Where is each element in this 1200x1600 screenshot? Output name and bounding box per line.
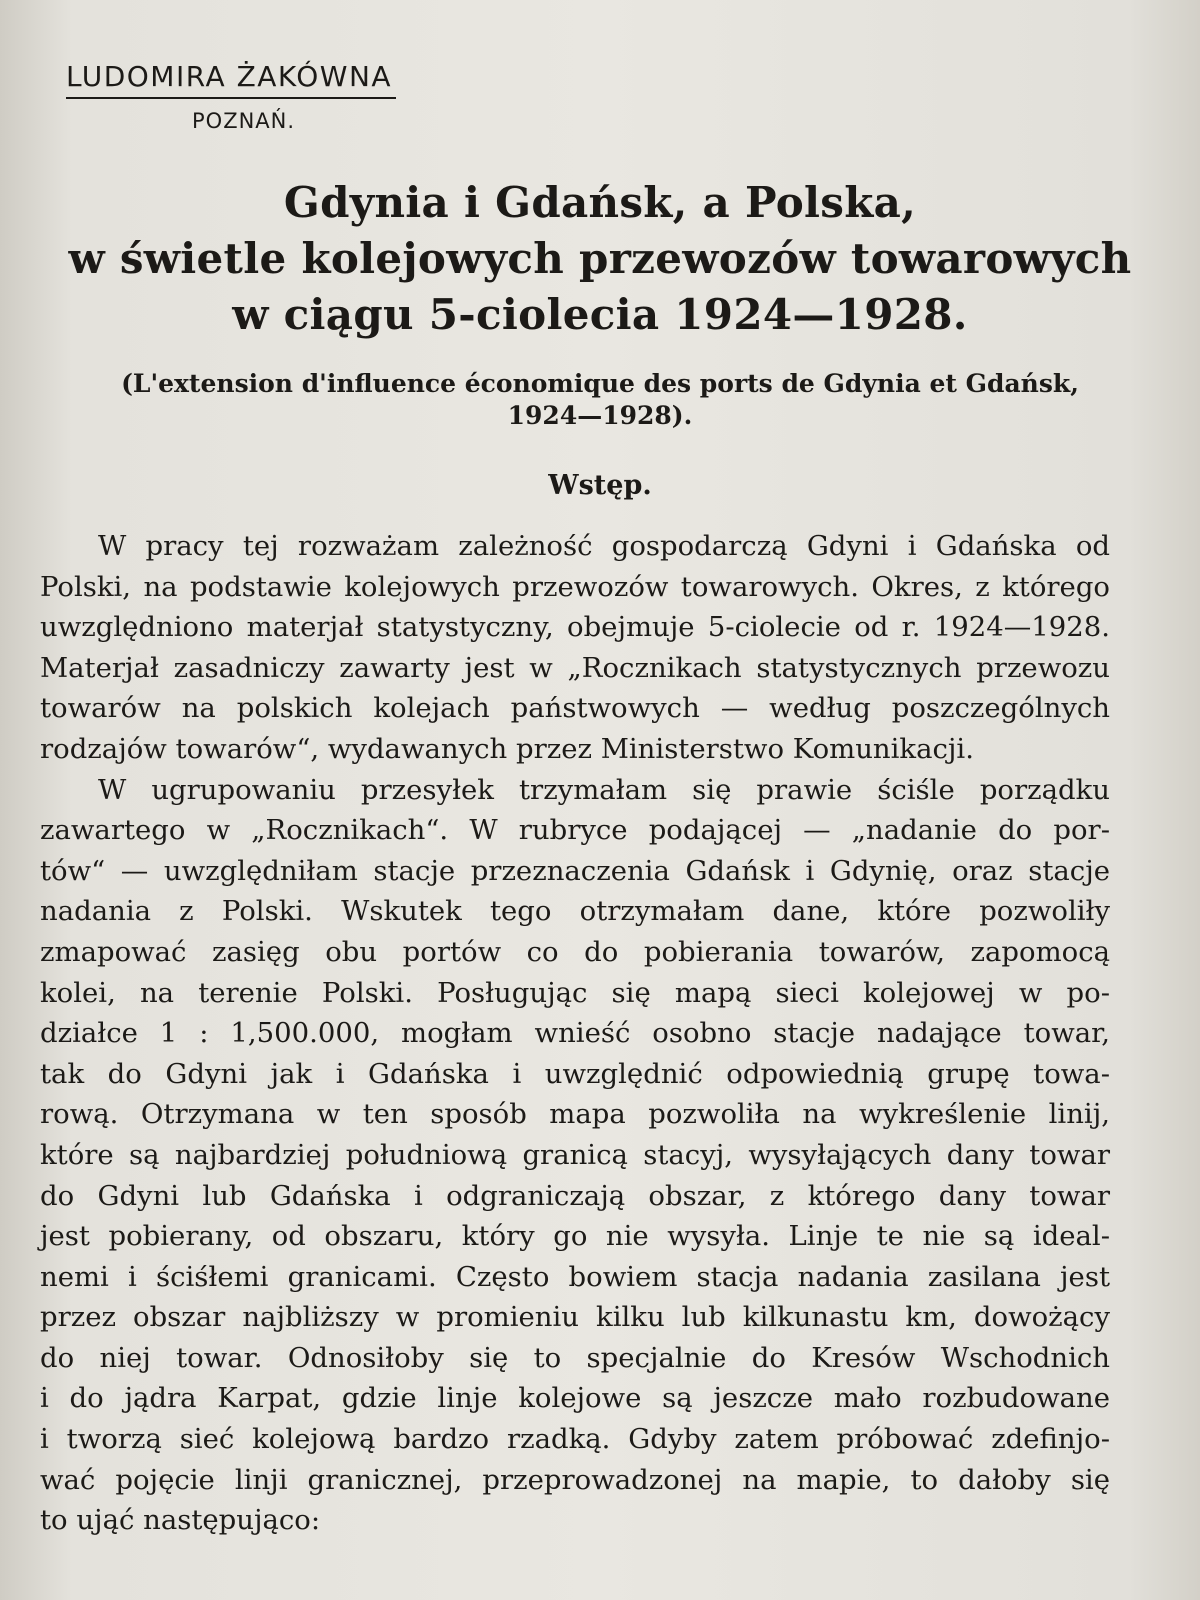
title-line: Gdynia i Gdańsk, a Polska,	[283, 178, 917, 227]
body-line: tak do Gdyni jak i Gdańska i uwzględnić odpowiednią grupę towa-	[40, 1057, 1110, 1090]
article-title	[40, 175, 1160, 343]
author-city: POZNAŃ.	[192, 109, 296, 133]
title-line: w ciągu 5-ciolecia 1924—1928.	[232, 290, 968, 339]
body-line: które są najbardziej południową granicą stacyj, wysyłających dany towar	[40, 1138, 1110, 1171]
subtitle-line: (L'extension d'influence économique des ports de Gdynia et Gdańsk,	[121, 369, 1079, 398]
body-line: tów“ — uwzględniłam stacje przeznaczenia Gdańsk i Gdynię, oraz stacje	[40, 854, 1110, 887]
body-line: przez obszar najbliższy w promieniu kilku lub kilkunastu km, dowożący	[40, 1301, 1110, 1334]
article-subtitle	[40, 368, 1160, 432]
author-block	[66, 60, 396, 133]
body-line: i tworzą sieć kolejową bardzo rzadką. Gdyby zatem próbować zdefinjo-	[40, 1423, 1110, 1456]
body-line: nadania z Polski. Wskutek tego otrzymałam dane, które pozwoliły	[40, 895, 1110, 928]
body-line: W ugrupowaniu przesyłek trzymałam się prawie ściśle porządku	[98, 773, 1110, 806]
section-heading: Wstęp.	[548, 470, 652, 501]
body-line: W pracy tej rozważam zależność gospodarczą Gdyni i Gdańska od	[98, 530, 1110, 562]
body-line: zawartego w „Rocznikach“. W rubryce podającej — „nadanie do por-	[40, 814, 1110, 847]
body-line: działce 1 : 1,500.000, mogłam wnieść osobno stacje nadające towar,	[40, 1017, 1110, 1050]
body-line: rową. Otrzymana w ten sposób mapa pozwoliła na wykreślenie linij,	[40, 1098, 1110, 1131]
body-line: zmapować zasięg obu portów co do pobierania towarów, zapomocą	[40, 935, 1110, 968]
body-line: Polski, na podstawie kolejowych przewozów towarowych. Okres, z którego	[40, 570, 1110, 603]
body-line: uwzględniono materjał statystyczny, obejmuje 5-ciolecie od r. 1924—1928.	[40, 611, 1110, 644]
subtitle-line: 1924—1928).	[507, 401, 693, 430]
body-line: do Gdyni lub Gdańska i odgraniczają obszar, z którego dany towar	[40, 1179, 1110, 1212]
body-line: towarów na polskich kolejach państwowych — według poszczególnych	[40, 692, 1110, 725]
body-text	[40, 526, 1110, 1541]
body-line: do niej towar. Odnosiłoby się to specjalnie do Kresów Wschodnich	[40, 1341, 1110, 1374]
body-line: wać pojęcie linji granicznej, przeprowadzonej na mapie, to dałoby się	[40, 1463, 1110, 1496]
body-line: kolei, na terenie Polski. Posługując się mapą sieci kolejowej w po-	[40, 976, 1110, 1009]
body-line: jest pobierany, od obszaru, który go nie wysyła. Linje te nie są ideal-	[40, 1220, 1110, 1253]
body-line: Materjał zasadniczy zawarty jest w „Rocznikach statystycznych przewozu	[40, 651, 1110, 684]
body-line: nemi i ściśłemi granicami. Często bowiem stacja nadania zasilana jest	[40, 1260, 1110, 1293]
body-line: rodzajów towarów“, wydawanych przez Ministerstwo Komunikacji.	[40, 732, 974, 765]
body-line: i do jądra Karpat, gdzie linje kolejowe są jeszcze mało rozbudowane	[40, 1382, 1110, 1415]
author-name: LUDOMIRA ŻAKÓWNA	[66, 60, 396, 99]
title-line: w świetle kolejowych przewozów towarowych	[68, 234, 1132, 283]
body-line: to ująć następująco:	[40, 1504, 321, 1537]
